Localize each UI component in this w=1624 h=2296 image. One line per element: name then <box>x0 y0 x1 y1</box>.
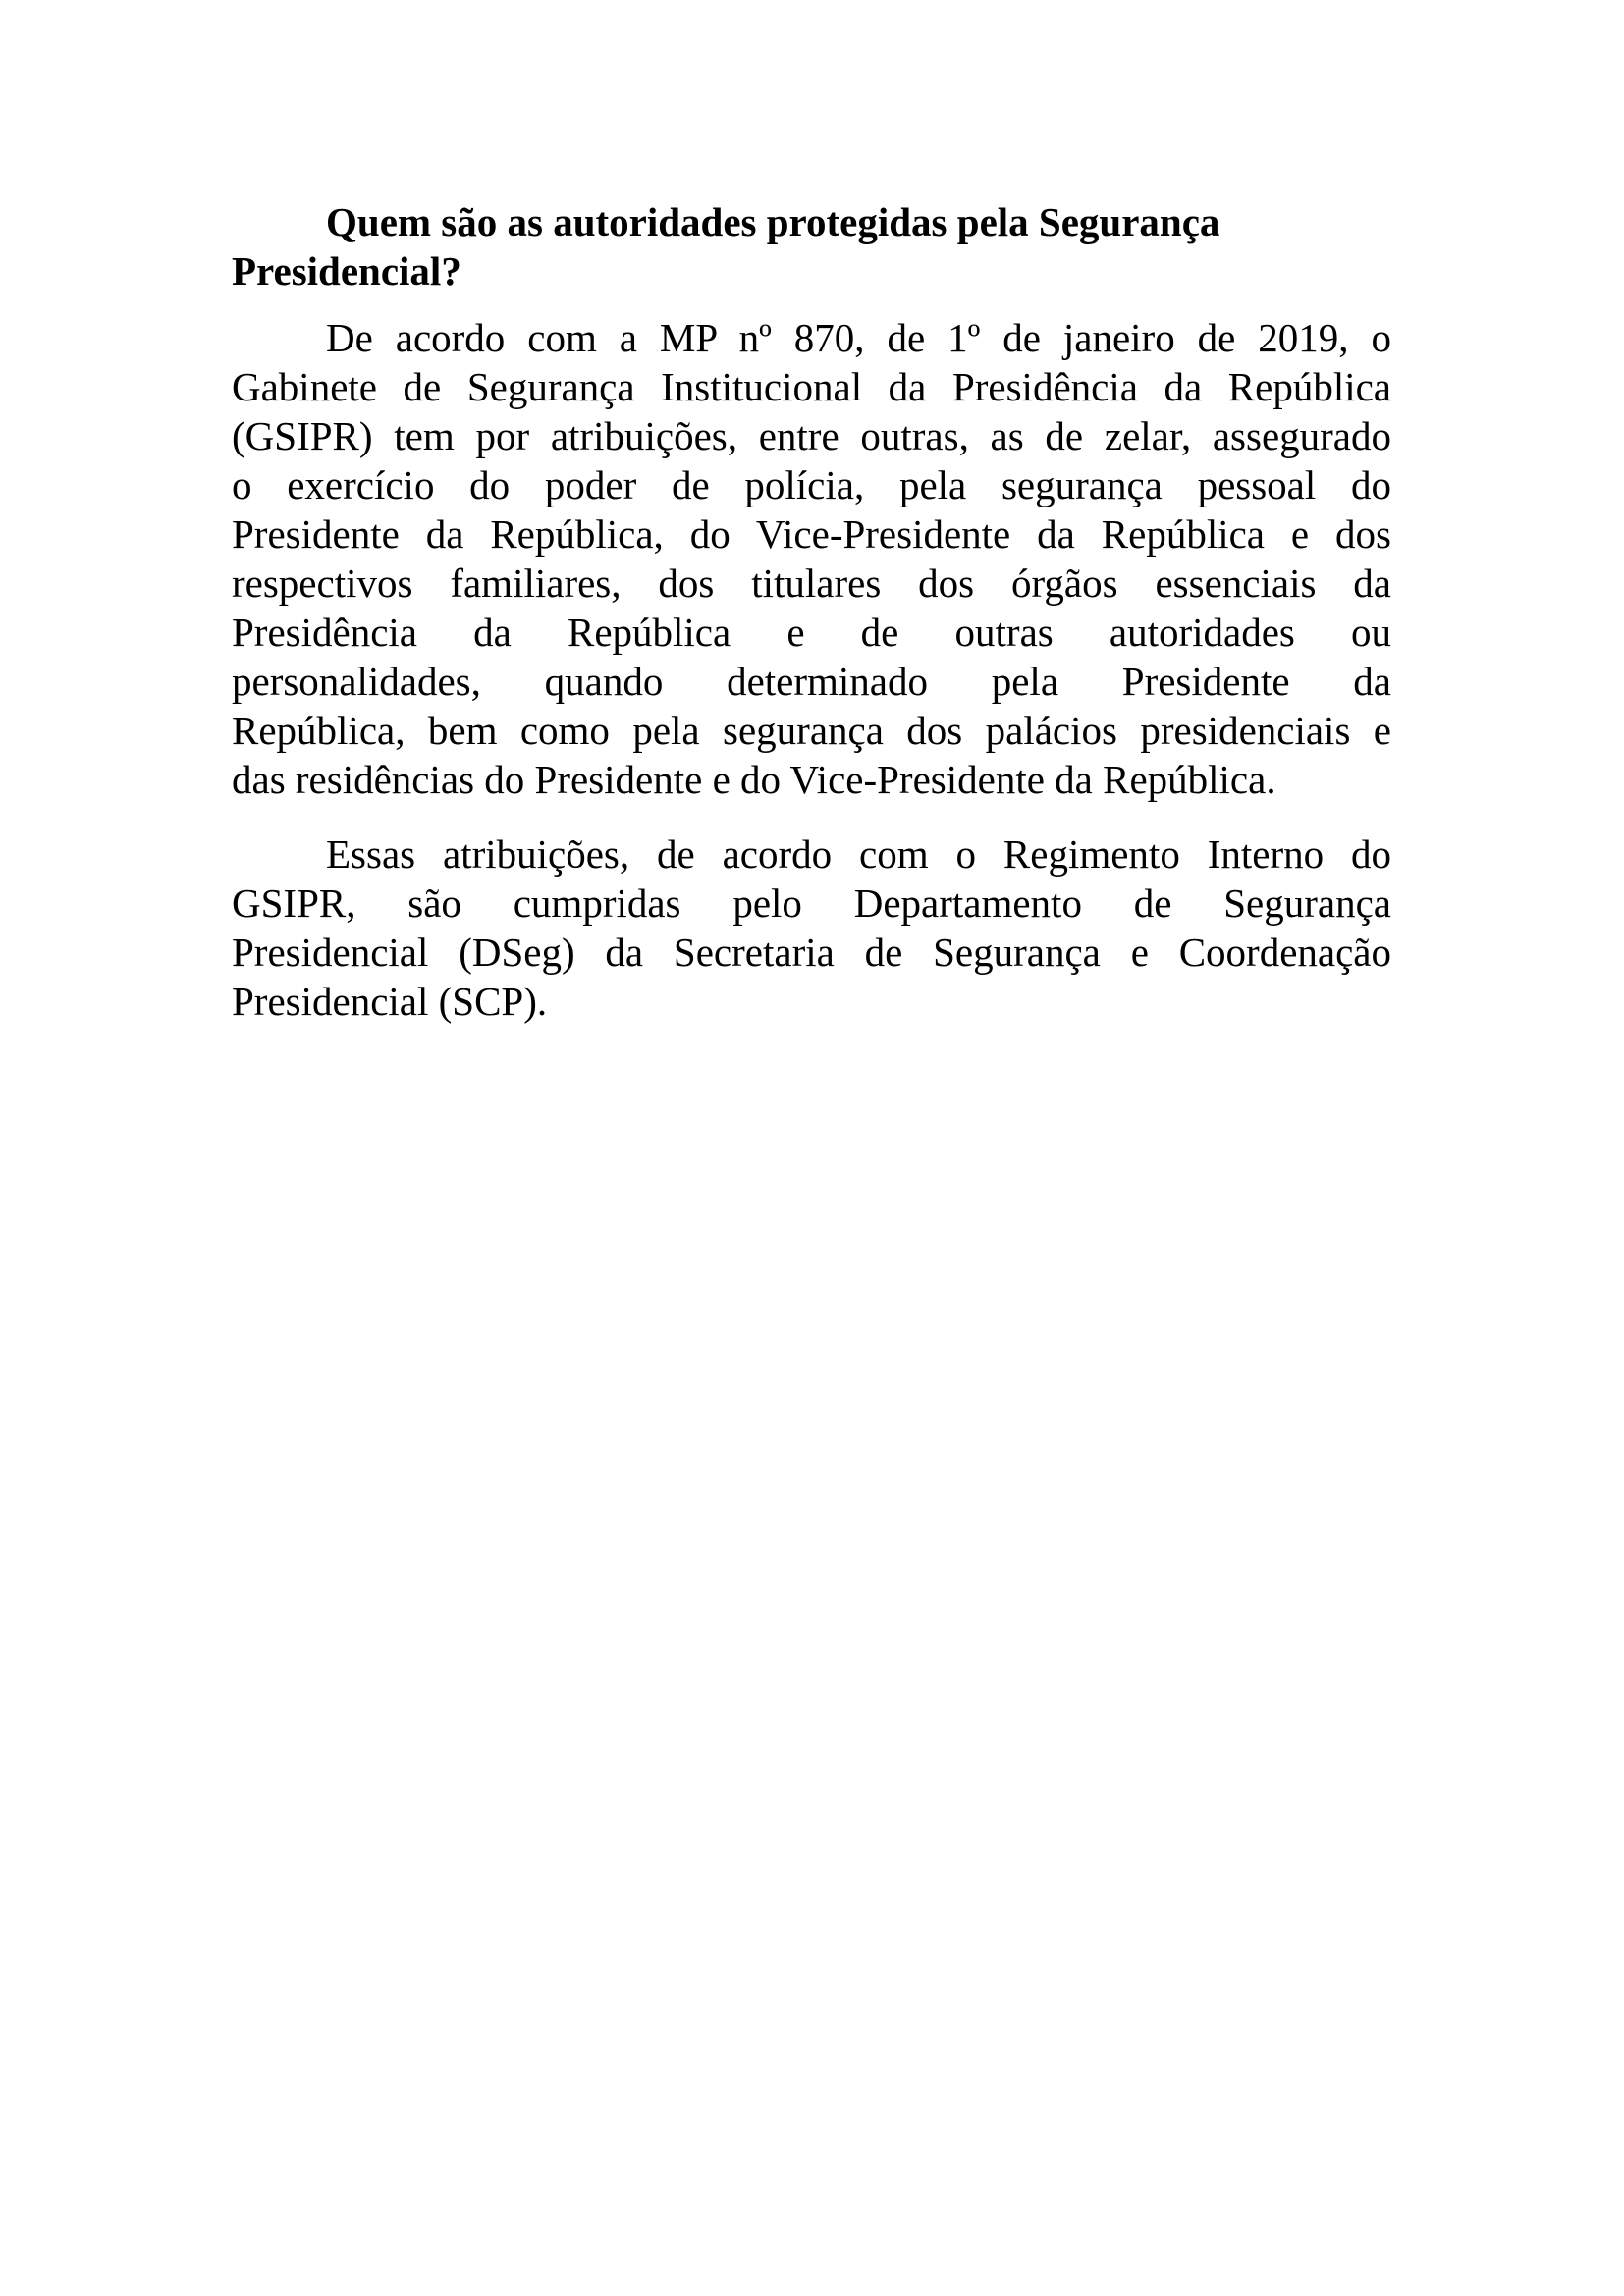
text-line: Essas atribuições, de acordo com o Regimento Interno do <box>326 831 1391 877</box>
text-line: respectivos familiares, dos titulares dos órgãos essenciais da <box>232 561 1391 606</box>
text-line: Presidencial (SCP). <box>232 979 548 1024</box>
text-line: República, bem como pela segurança dos palácios presidenciais e <box>232 708 1391 753</box>
paragraph-2 <box>232 829 1391 1026</box>
text-line: Presidencial (DSeg) da Secretaria de Segurança e Coordenação <box>232 930 1391 975</box>
text-line: (GSIPR) tem por atribuições, entre outras, as de zelar, assegurado <box>232 413 1391 458</box>
text-line: personalidades, quando determinado pela Presidente da <box>232 659 1391 704</box>
text-line: GSIPR, são cumpridas pelo Departamento de Segurança <box>232 881 1391 926</box>
paragraph-1 <box>232 313 1391 804</box>
document-content <box>232 197 1391 1051</box>
text-line: Gabinete de Segurança Institucional da Presidência da República <box>232 364 1391 409</box>
text-line: De acordo com a MP nº 870, de 1º de janeiro de 2019, o <box>326 315 1391 360</box>
text-line: Presidente da República, do Vice-Presidente da República e dos <box>232 511 1391 557</box>
text-line: o exercício do poder de polícia, pela segurança pessoal do <box>232 462 1391 507</box>
text-line: Presidência da República e de outras autoridades ou <box>232 610 1391 655</box>
text-line: Presidencial? <box>232 248 461 294</box>
text-line: Quem são as autoridades protegidas pela Segurança <box>326 199 1220 244</box>
document-heading <box>232 197 1391 295</box>
text-line: das residências do Presidente e do Vice-Presidente da República. <box>232 757 1276 802</box>
